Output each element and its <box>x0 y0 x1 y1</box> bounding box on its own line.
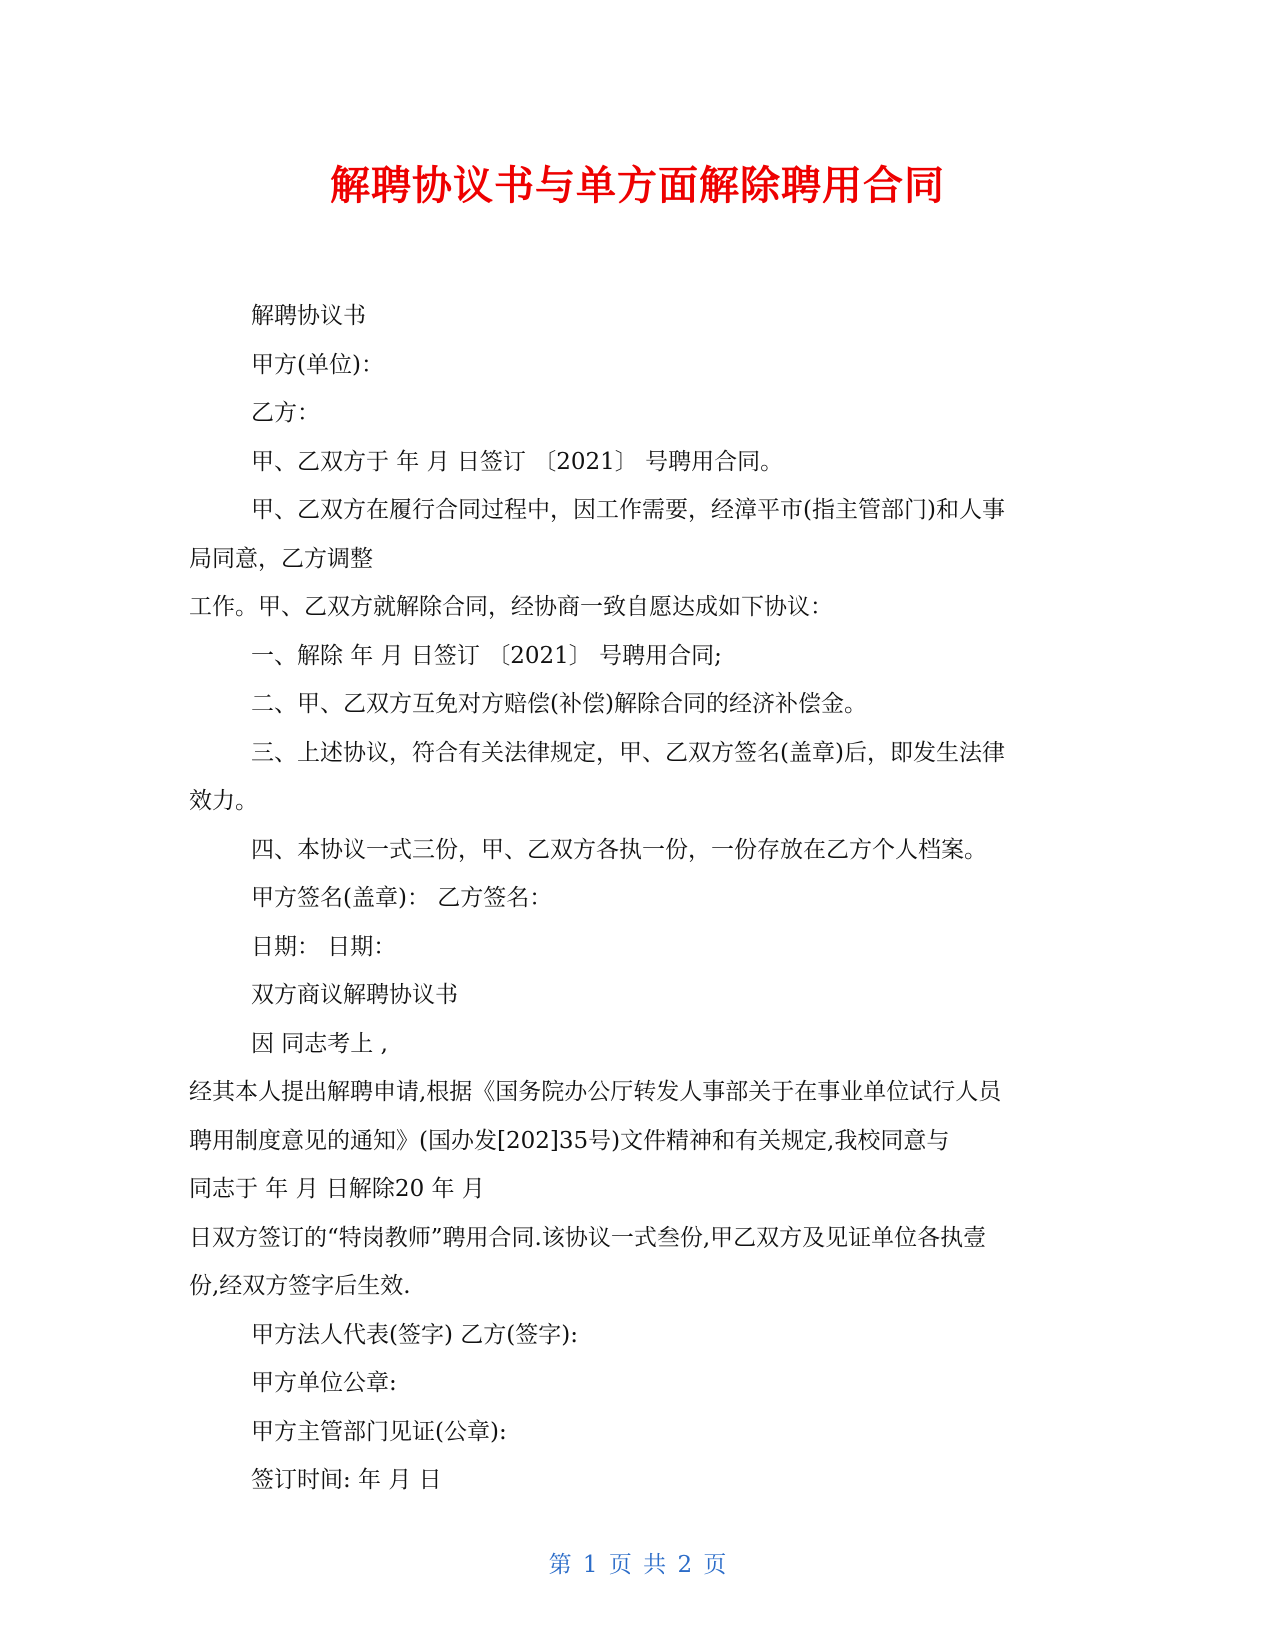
paragraph-line: 甲方(单位)： <box>251 351 384 378</box>
paragraph-line: 工作。甲、乙双方就解除合同，经协商一致自愿达成如下协议： <box>189 594 833 620</box>
paragraph-line: 乙方： <box>251 400 320 426</box>
signature-line: 甲方法人代表(签字) 乙方(签字): <box>251 1321 578 1348</box>
paragraph-line: 效力。 <box>189 788 258 814</box>
paragraph-line: 局同意，乙方调整 <box>189 545 373 572</box>
paragraph-line: 日双方签订的“特岗教师”聘用合同.该协议一式叁份,甲乙双方及见证单位各执壹 <box>189 1224 987 1251</box>
paragraph-line: 解聘协议书 <box>251 303 366 329</box>
paragraph-line: 甲、乙双方于 年 月 日签订 〔2021〕 号聘用合同。 <box>251 448 784 475</box>
paragraph-line: 聘用制度意见的通知》(国办发[202]35号)文件精神和有关规定,我校同意与 <box>189 1127 950 1154</box>
paragraph-line: 二、甲、乙双方互免对方赔偿(补偿)解除合同的经济补偿金。 <box>251 691 867 717</box>
paragraph-line: 因 同志考上 , <box>251 1030 388 1057</box>
witness-seal-line: 甲方主管部门见证(公章): <box>251 1418 507 1445</box>
paragraph-line: 四、本协议一式三份，甲、乙双方各执一份，一份存放在乙方个人档案。 <box>251 836 987 863</box>
section-heading: 双方商议解聘协议书 <box>251 982 458 1008</box>
signature-line: 甲方签名(盖章)： 乙方签名： <box>251 885 553 911</box>
seal-line: 甲方单位公章: <box>251 1370 397 1396</box>
date-line: 日期： 日期： <box>251 933 397 960</box>
paragraph-line: 份,经双方签字后生效. <box>189 1273 411 1299</box>
paragraph-line: 经其本人提出解聘申请,根据《国务院办公厅转发人事部关于在事业单位试行人员 <box>189 1079 1002 1105</box>
sign-date-line: 签订时间: 年 月 日 <box>251 1467 442 1493</box>
page-number-footer: 第 1 页 共 2 页 <box>548 1552 727 1578</box>
paragraph-line: 三、上述协议，符合有关法律规定，甲、乙双方签名(盖章)后，即发生法律 <box>251 739 1005 766</box>
paragraph-line: 甲、乙双方在履行合同过程中，因工作需要，经漳平市(指主管部门)和人事 <box>251 497 1005 523</box>
paragraph-line: 同志于 年 月 日解除20 年 月 <box>189 1176 485 1202</box>
document-body <box>189 292 1089 1505</box>
paragraph-line: 一、解除 年 月 日签订 〔2021〕 号聘用合同; <box>251 642 722 669</box>
document-title: 解聘协议书与单方面解除聘用合同 <box>330 163 945 209</box>
